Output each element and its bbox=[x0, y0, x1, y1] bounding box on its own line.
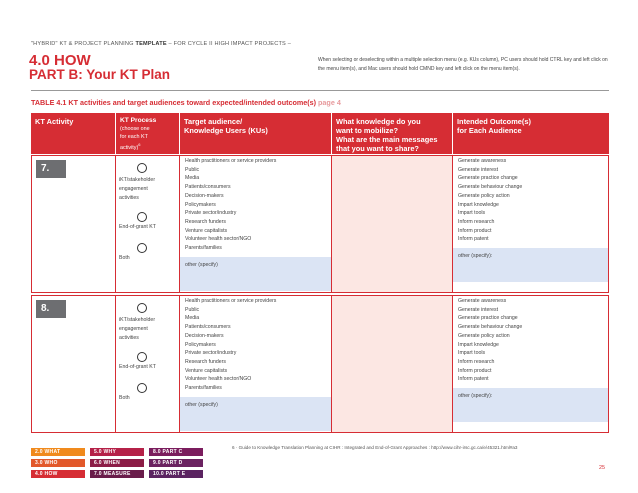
outcome-option[interactable]: Generate awareness bbox=[458, 298, 507, 304]
audience-option[interactable]: Policymakers bbox=[185, 201, 216, 208]
outcome-option[interactable]: Generate interest bbox=[458, 306, 499, 313]
audience-option[interactable]: Venture capitalists bbox=[185, 367, 228, 374]
outcome-option[interactable]: Inform product bbox=[458, 227, 492, 234]
activity-row-8 bbox=[31, 295, 609, 433]
audience-select-list[interactable] bbox=[185, 297, 276, 393]
option-eog-label: End-of-grant KT bbox=[119, 224, 156, 230]
nav-who[interactable]: 3.0 WHO bbox=[31, 459, 85, 467]
header-divider bbox=[31, 90, 609, 91]
outcome-option[interactable]: Generate practice change bbox=[458, 315, 518, 322]
outcome-option[interactable]: Inform product bbox=[458, 367, 492, 374]
audience-option[interactable]: Parents/families bbox=[185, 385, 222, 392]
option-iktpe-label: iKT/stakeholder engagement activities bbox=[119, 177, 156, 202]
selection-instructions: When selecting or deselecting within a multiple selection menu (e.g. KUs column), PC users should hold CTRL key and left click on the menu item(s), and Mac users should hold CMND key and left click on the menu item(s). bbox=[318, 57, 608, 72]
nav-part-e[interactable]: 10.0 PART E bbox=[149, 470, 203, 478]
outcome-option[interactable]: Generate awareness bbox=[458, 158, 507, 164]
nav-what[interactable]: 2.0 WHAT bbox=[31, 448, 85, 456]
knowledge-header-line-1: What knowledge do you bbox=[336, 117, 421, 126]
radio-end-of-grant[interactable] bbox=[137, 352, 147, 362]
outcome-select-list[interactable] bbox=[458, 157, 522, 244]
kt-process-hint-1: (choose one bbox=[120, 126, 150, 132]
outcome-option[interactable]: Generate behaviour change bbox=[458, 324, 523, 331]
header-emphasis: TEMPLATE bbox=[135, 41, 167, 47]
kt-activity-header-label: KT Activity bbox=[35, 117, 74, 126]
radio-both[interactable] bbox=[137, 243, 147, 253]
outcome-select-list[interactable] bbox=[458, 297, 522, 384]
outcome-option[interactable]: Inform research bbox=[458, 358, 495, 365]
kt-process-hint-2: for each KT bbox=[120, 134, 148, 140]
header-suffix: – FOR CYCLE II HIGH IMPACT PROJECTS – bbox=[166, 41, 292, 47]
footnote-marker: 6 bbox=[138, 142, 141, 147]
kt-process-header-label: KT Process bbox=[120, 117, 157, 124]
radio-iktpe[interactable] bbox=[137, 303, 147, 313]
radio-iktpe[interactable] bbox=[137, 163, 147, 173]
nav-part-c[interactable]: 8.0 PART C bbox=[149, 448, 203, 456]
outcome-other-label: other (specify): bbox=[458, 253, 493, 259]
outcome-option[interactable]: Generate policy action bbox=[458, 192, 510, 199]
audience-option[interactable]: Private sector/industry bbox=[185, 210, 237, 217]
page-number: 25 bbox=[599, 465, 605, 471]
column-header-kt-activity bbox=[31, 113, 115, 154]
audience-option[interactable]: Public bbox=[185, 306, 200, 313]
audience-option[interactable]: Media bbox=[185, 175, 200, 182]
audience-option[interactable]: Policymakers bbox=[185, 341, 216, 348]
kt-activities-table bbox=[31, 113, 609, 444]
knowledge-header-line-2: want to mobilize? bbox=[336, 126, 398, 135]
audience-other-label: other (specify) bbox=[185, 262, 218, 268]
audience-option[interactable]: Health practitioners or service providers bbox=[185, 158, 277, 164]
activity-number: 8. bbox=[36, 300, 66, 318]
nav-how[interactable]: 4.0 HOW bbox=[31, 470, 85, 478]
kt-process-hint-3: activity) bbox=[120, 144, 139, 151]
activity-row-7 bbox=[31, 155, 609, 293]
outcome-header-line-2: for Each Audience bbox=[457, 126, 522, 135]
audience-select-list[interactable] bbox=[185, 157, 276, 253]
audience-option[interactable]: Decision-makers bbox=[185, 332, 224, 339]
option-iktpe-label: iKT/stakeholder engagement activities bbox=[119, 317, 156, 342]
outcome-option[interactable]: Impart knowledge bbox=[458, 341, 499, 348]
header-prefix: "HYBRID" KT & PROJECT PLANNING bbox=[31, 41, 136, 47]
outcome-option[interactable]: Generate practice change bbox=[458, 175, 518, 182]
nav-when[interactable]: 6.0 WHEN bbox=[90, 459, 144, 467]
audience-other-label: other (specify) bbox=[185, 402, 218, 408]
knowledge-header-line-3: What are the main messages bbox=[336, 135, 438, 144]
option-both-label: Both bbox=[119, 255, 130, 261]
option-eog-label: End-of-grant KT bbox=[119, 364, 156, 370]
knowledge-header-line-4: that you want to share? bbox=[336, 144, 419, 153]
audience-option[interactable]: Volunteer health sector/NGO bbox=[185, 376, 252, 383]
audience-option[interactable]: Private sector/industry bbox=[185, 350, 237, 357]
outcome-option[interactable]: Impart tools bbox=[458, 350, 486, 357]
outcome-option[interactable]: Generate policy action bbox=[458, 332, 510, 339]
audience-option[interactable]: Volunteer health sector/NGO bbox=[185, 236, 252, 243]
outcome-option[interactable]: Inform patent bbox=[458, 376, 489, 383]
target-header-line-2: Knowledge Users (KUs) bbox=[184, 126, 268, 135]
nav-measure[interactable]: 7.0 MEASURE bbox=[90, 470, 144, 478]
audience-option[interactable]: Research funders bbox=[185, 218, 226, 225]
radio-both[interactable] bbox=[137, 383, 147, 393]
footnote: 6 · Guide to Knowledge Translation Planning at CIHR : Integrated and End-of-Grant Approaches : http://www.cihr-irsc.gc.ca/e/45321.html#a3 bbox=[232, 445, 518, 450]
audience-option[interactable]: Media bbox=[185, 315, 200, 322]
outcome-header-line-1: Intended Outcome(s) bbox=[457, 117, 531, 126]
template-header bbox=[31, 41, 291, 47]
part-title: PART B: Your KT Plan bbox=[29, 67, 171, 82]
outcome-option[interactable]: Generate interest bbox=[458, 166, 499, 173]
activity-number: 7. bbox=[36, 160, 66, 178]
column-header-target-audience bbox=[179, 113, 331, 154]
audience-option[interactable]: Patients/consumers bbox=[185, 184, 231, 191]
outcome-other-label: other (specify): bbox=[458, 393, 493, 399]
target-header-line-1: Target audience/ bbox=[184, 117, 243, 126]
table-title bbox=[31, 98, 341, 107]
audience-option[interactable]: Parents/families bbox=[185, 245, 222, 252]
audience-option[interactable]: Decision-makers bbox=[185, 192, 224, 199]
audience-option[interactable]: Patients/consumers bbox=[185, 324, 231, 331]
column-header-kt-process bbox=[115, 113, 179, 154]
audience-option[interactable]: Research funders bbox=[185, 358, 226, 365]
outcome-option[interactable]: Impart tools bbox=[458, 210, 486, 217]
outcome-option[interactable]: Inform research bbox=[458, 218, 495, 225]
radio-end-of-grant[interactable] bbox=[137, 212, 147, 222]
column-header-intended-outcomes bbox=[452, 113, 609, 154]
outcome-option[interactable]: Generate behaviour change bbox=[458, 184, 523, 191]
outcome-option[interactable]: Inform patent bbox=[458, 236, 489, 243]
audience-option[interactable]: Public bbox=[185, 166, 200, 173]
table-page-label: page 4 bbox=[318, 98, 341, 107]
audience-option[interactable]: Health practitioners or service providers bbox=[185, 298, 277, 304]
section-number: 4.0 HOW bbox=[29, 52, 91, 69]
nav-part-d[interactable]: 9.0 PART D bbox=[149, 459, 203, 467]
nav-why[interactable]: 5.0 WHY bbox=[90, 448, 144, 456]
table-title-text: TABLE 4.1 KT activities and target audiences toward expected/intended outcome(s) bbox=[31, 98, 317, 107]
column-header-knowledge bbox=[331, 113, 452, 154]
audience-option[interactable]: Venture capitalists bbox=[185, 227, 228, 234]
option-both-label: Both bbox=[119, 395, 130, 401]
outcome-option[interactable]: Impart knowledge bbox=[458, 201, 499, 208]
